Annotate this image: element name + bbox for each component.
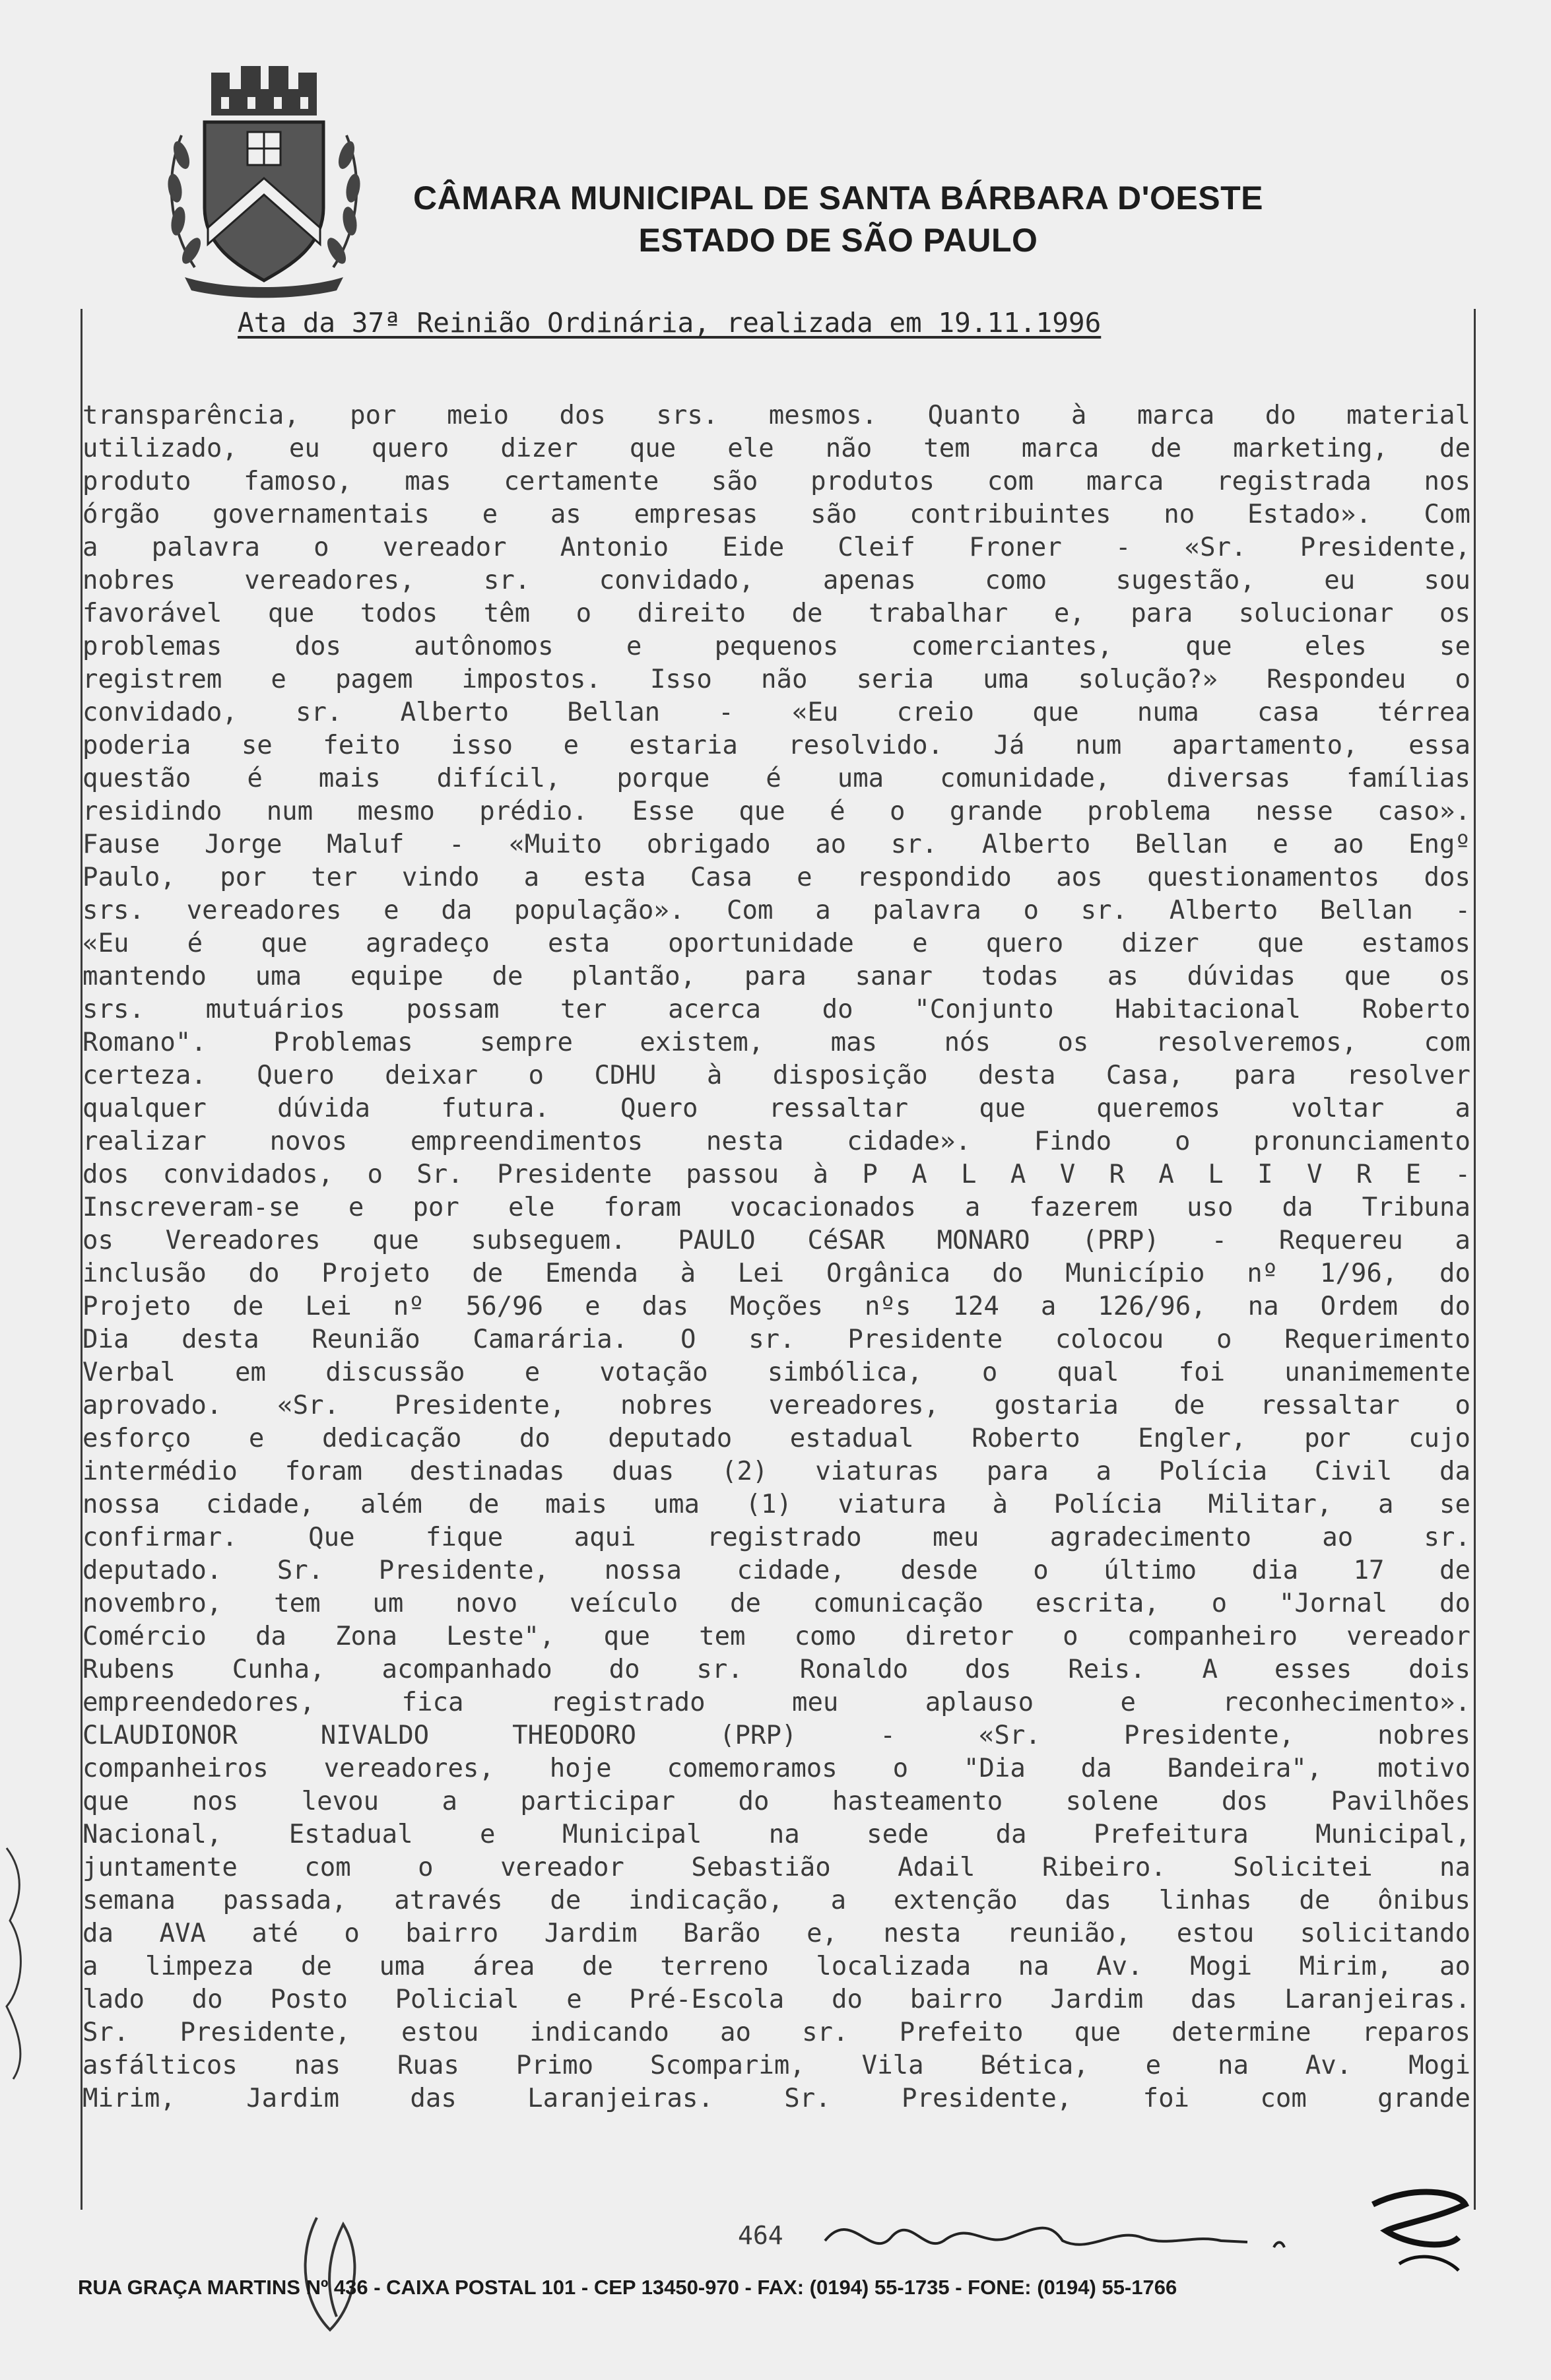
text-line: nossa cidade, além de mais uma (1) viatura à Polícia Militar, a se [82, 1490, 1470, 1519]
text-line: lado do Posto Policial e Pré-Escola do bairro Jardim das Laranjeiras. [82, 1985, 1470, 2014]
text-line: que nos levou a participar do hasteamento solene dos Pavilhões [82, 1787, 1470, 1816]
text-line: certeza. Quero deixar o CDHU à disposição desta Casa, para resolver [82, 1061, 1470, 1090]
minutes-body [82, 399, 1470, 2115]
text-line: Romano". Problemas sempre existem, mas nós os resolveremos, com [82, 1028, 1470, 1057]
text-line: mantendo uma equipe de plantão, para sanar todas as dúvidas que os [82, 962, 1470, 991]
text-line: dos convidados, o Sr. Presidente passou à P A L A V R A L I V R E - [82, 1160, 1470, 1189]
text-line: utilizado, eu quero dizer que ele não tem marca de marketing, de [82, 434, 1470, 463]
text-line: aprovado. «Sr. Presidente, nobres vereadores, gostaria de ressaltar o [82, 1391, 1470, 1420]
text-line: semana passada, através de indicação, a extenção das linhas de ônibus [82, 1886, 1470, 1915]
text-line: a limpeza de uma área de terreno localizada na Av. Mogi Mirim, ao [82, 1952, 1470, 1981]
text-line: realizar novos empreendimentos nesta cidade». Findo o pronunciamento [82, 1127, 1470, 1156]
margin-signature-icon [277, 2204, 383, 2336]
text-line: empreendedores, fica registrado meu aplauso e reconhecimento». [82, 1688, 1470, 1717]
text-line: CLAUDIONOR NIVALDO THEODORO (PRP) - «Sr. Presidente, nobres [82, 1721, 1470, 1750]
text-line: Sr. Presidente, estou indicando ao sr. Prefeito que determine reparos [82, 2018, 1470, 2047]
text-line: poderia se feito isso e estaria resolvido. Já num apartamento, essa [82, 731, 1470, 760]
text-line: inclusão do Projeto de Emenda à Lei Orgânica do Município nº 1/96, do [82, 1259, 1470, 1288]
text-line: Fause Jorge Maluf - «Muito obrigado ao sr. Alberto Bellan e ao Engº [82, 830, 1470, 859]
text-line: qualquer dúvida futura. Quero ressaltar que queremos voltar a [82, 1094, 1470, 1123]
text-line: nobres vereadores, sr. convidado, apenas como sugestão, eu sou [82, 566, 1470, 595]
text-line: esforço e dedicação do deputado estadual Roberto Engler, por cujo [82, 1424, 1470, 1453]
text-line: favorável que todos têm o direito de trabalhar e, para solucionar os [82, 599, 1470, 628]
left-edge-signature-icon [0, 1835, 40, 2086]
text-line: srs. vereadores e da população». Com a palavra o sr. Alberto Bellan - [82, 896, 1470, 925]
institution-name: CÂMARA MUNICIPAL DE SANTA BÁRBARA D'OESTE [413, 180, 1263, 216]
text-line: órgão governamentais e as empresas são contribuintes no Estado». Com [82, 500, 1470, 529]
text-line: juntamente com o vereador Sebastião Adail Ribeiro. Solicitei na [82, 1853, 1470, 1882]
state-name: ESTADO DE SÃO PAULO [638, 222, 1038, 259]
text-line: problemas dos autônomos e pequenos comerciantes, que eles se [82, 632, 1470, 661]
text-line: Mirim, Jardim das Laranjeiras. Sr. Presidente, foi com grande [82, 2084, 1470, 2113]
text-line: Verbal em discussão e votação simbólica, o qual foi unanimemente [82, 1358, 1470, 1387]
text-line: Projeto de Lei nº 56/96 e das Moções nºs 124 a 126/96, na Ordem do [82, 1292, 1470, 1321]
text-line: convidado, sr. Alberto Bellan - «Eu creio que numa casa térrea [82, 698, 1470, 727]
text-line: Paulo, por ter vindo a esta Casa e respondido aos questionamentos dos [82, 863, 1470, 892]
text-line: transparência, por meio dos srs. mesmos. Quanto à marca do material [82, 401, 1470, 430]
minutes-title: Ata da 37ª Reinião Ordinária, realizada em 19.11.1996 [238, 307, 1102, 339]
text-line: srs. mutuários possam ter acerca do "Conjunto Habitacional Roberto [82, 995, 1470, 1024]
initials-signature-icon [1360, 2178, 1478, 2277]
text-line: novembro, tem um novo veículo de comunicação escrita, o "Jornal do [82, 1589, 1470, 1618]
text-line: Nacional, Estadual e Municipal na sede da Prefeitura Municipal, [82, 1820, 1470, 1849]
text-line: a palavra o vereador Antonio Eide Cleif Froner - «Sr. Presidente, [82, 533, 1470, 562]
text-line: Rubens Cunha, acompanhado do sr. Ronaldo dos Reis. A esses dois [82, 1655, 1470, 1684]
text-line: intermédio foram destinadas duas (2) viaturas para a Polícia Civil da [82, 1457, 1470, 1486]
text-line: da AVA até o bairro Jardim Barão e, nesta reunião, estou solicitando [82, 1919, 1470, 1948]
text-line: produto famoso, mas certamente são produtos com marca registrada nos [82, 467, 1470, 496]
text-line: Inscreveram-se e por ele foram vocacionados a fazerem uso da Tribuna [82, 1193, 1470, 1222]
text-line: registrem e pagem impostos. Isso não seria uma solução?» Respondeu o [82, 665, 1470, 694]
text-line: deputado. Sr. Presidente, nossa cidade, desde o último dia 17 de [82, 1556, 1470, 1585]
letterhead [370, 177, 1307, 261]
text-line: residindo num mesmo prédio. Esse que é o grande problema nesse caso». [82, 797, 1470, 826]
text-line: Dia desta Reunião Camarária. O sr. Presidente colocou o Requerimento [82, 1325, 1470, 1354]
coat-of-arms-icon [155, 63, 373, 300]
text-line: «Eu é que agradeço esta oportunidade e quero dizer que estamos [82, 929, 1470, 958]
text-line: Comércio da Zona Leste", que tem como diretor o companheiro vereador [82, 1622, 1470, 1651]
text-line: confirmar. Que fique aqui registrado meu agradecimento ao sr. [82, 1523, 1470, 1552]
footer-address: RUA GRAÇA MARTINS Nº 436 - CAIXA POSTAL 101 - CEP 13450-970 - FAX: (0194) 55-1735 - FONE: (0194) 55-1766 [78, 2276, 1177, 2299]
text-line: os Vereadores que subseguem. PAULO CéSAR MONARO (PRP) - Requereu a [82, 1226, 1470, 1255]
text-line: companheiros vereadores, hoje comemoramos o "Dia da Bandeira", motivo [82, 1754, 1470, 1783]
signature-icon [812, 2201, 1313, 2274]
text-line: questão é mais difícil, porque é uma comunidade, diversas famílias [82, 764, 1470, 793]
page-number: 464 [738, 2221, 783, 2250]
right-margin-rule [1474, 309, 1476, 2210]
text-line: asfálticos nas Ruas Primo Scomparim, Vila Bética, e na Av. Mogi [82, 2051, 1470, 2080]
